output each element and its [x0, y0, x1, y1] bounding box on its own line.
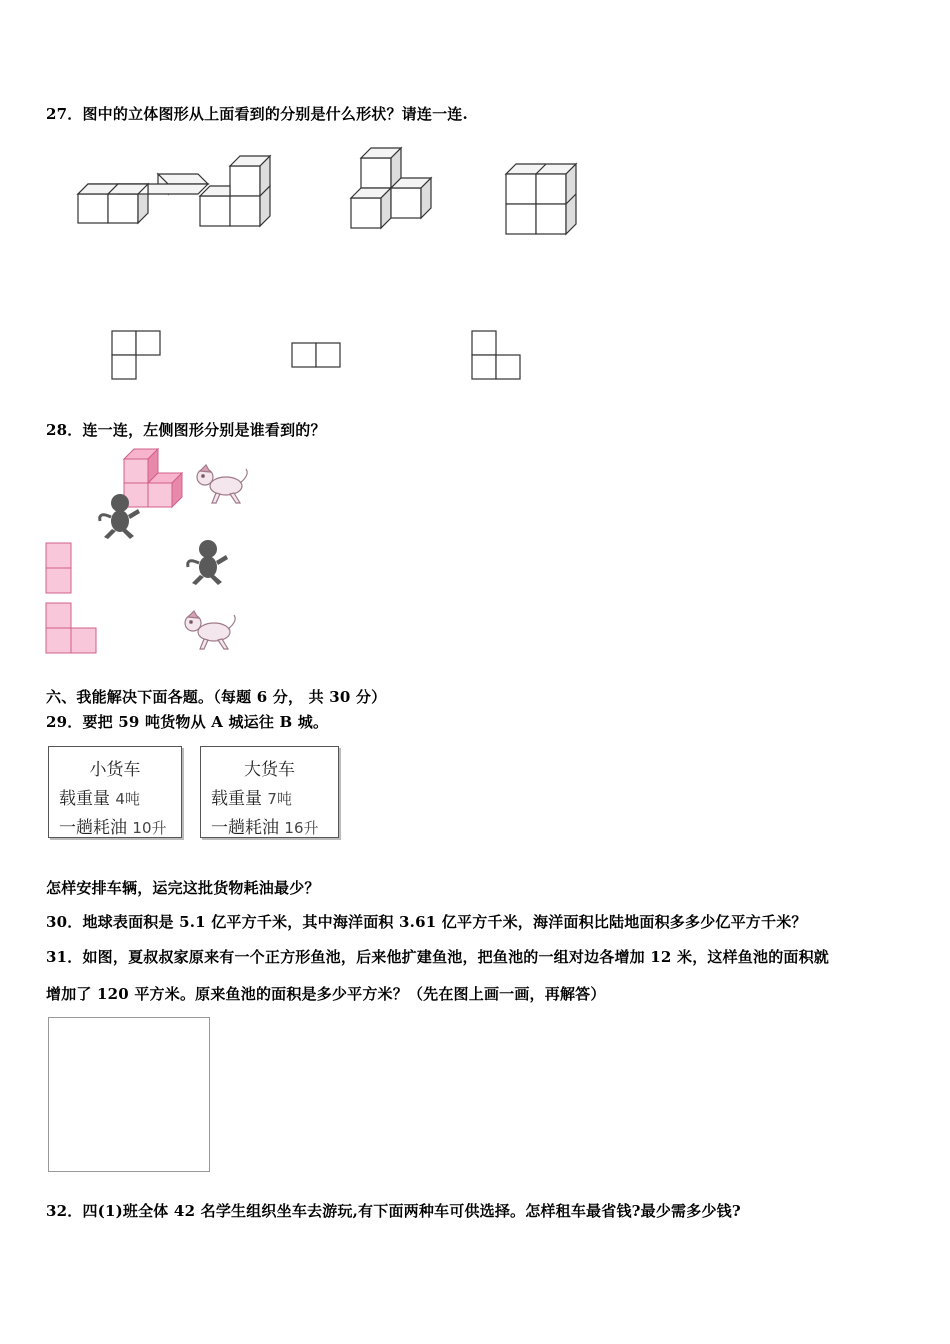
load-value: 7吨 [267, 790, 292, 808]
solid-figure-3 [351, 148, 431, 228]
load-label: 载重量 [59, 789, 110, 809]
solid-figure-1 [78, 174, 208, 223]
card-load-row [211, 784, 338, 809]
pink-cube-solid [124, 449, 182, 507]
fuel-value: 10升 [132, 819, 167, 837]
card-load-row [59, 784, 181, 809]
q31-line2: 增加了 120 平方米。原来鱼池的面积是多少平方米？（先在图上画一画，再解答） [46, 985, 606, 1003]
solid-figure-4 [506, 164, 576, 234]
dog-icon [197, 465, 247, 503]
q27-top-views [100, 325, 540, 385]
fuel-value: 16升 [284, 819, 319, 837]
load-value: 4吨 [115, 790, 140, 808]
card-title: 大货车 [244, 760, 295, 780]
solid-figure-2 [200, 156, 270, 226]
q31-line1: 31．如图，夏叔叔家原来有一个正方形鱼池，后来他扩建鱼池，把鱼池的一组对边各增加 12 米，这样鱼池的面积就 [46, 948, 829, 966]
left-view-l-shape [46, 603, 96, 653]
card-fuel-row [59, 813, 181, 838]
fuel-label: 一趟耗油 [59, 818, 127, 838]
card-fuel-row [211, 813, 338, 838]
load-label: 载重量 [211, 789, 262, 809]
dog-icon-2 [185, 611, 235, 649]
q29-question: 怎样安排车辆，运完这批货物耗油最少？ [46, 879, 320, 897]
top-view-1 [112, 331, 160, 379]
q27-solid-figures [70, 140, 590, 250]
left-view-vertical [46, 543, 71, 593]
fuel-label: 一趟耗油 [211, 818, 279, 838]
q30-text: 30．地球表面积是 5.1 亿平方千米，其中海洋面积 3.61 亿平方千米，海洋面积比陆地面积多多少亿平方千米？ [46, 913, 807, 931]
q28-figures [40, 445, 260, 660]
monkey-icon-2 [188, 540, 228, 585]
q32-text: 32．四(1)班全体 42 名学生组织坐车去游玩,有下面两种车可供选择。怎样租车最省钱?最少需多少钱? [46, 1202, 741, 1220]
large-truck-card [200, 746, 339, 838]
square-pond-figure [48, 1017, 210, 1172]
q27-text: 27．图中的立体图形从上面看到的分别是什么形状？请连一连. [46, 105, 468, 123]
top-view-3 [472, 331, 520, 379]
section6-title: 六、我能解决下面各题。（每题 6 分， 共 30 分） [46, 688, 387, 706]
q29-text: 29．要把 59 吨货物从 A 城运往 B 城。 [46, 713, 329, 731]
small-truck-card [48, 746, 182, 838]
card-title: 小货车 [89, 760, 141, 780]
q28-text: 28．连一连，左侧图形分别是谁看到的？ [46, 421, 326, 439]
top-view-2 [292, 343, 340, 367]
